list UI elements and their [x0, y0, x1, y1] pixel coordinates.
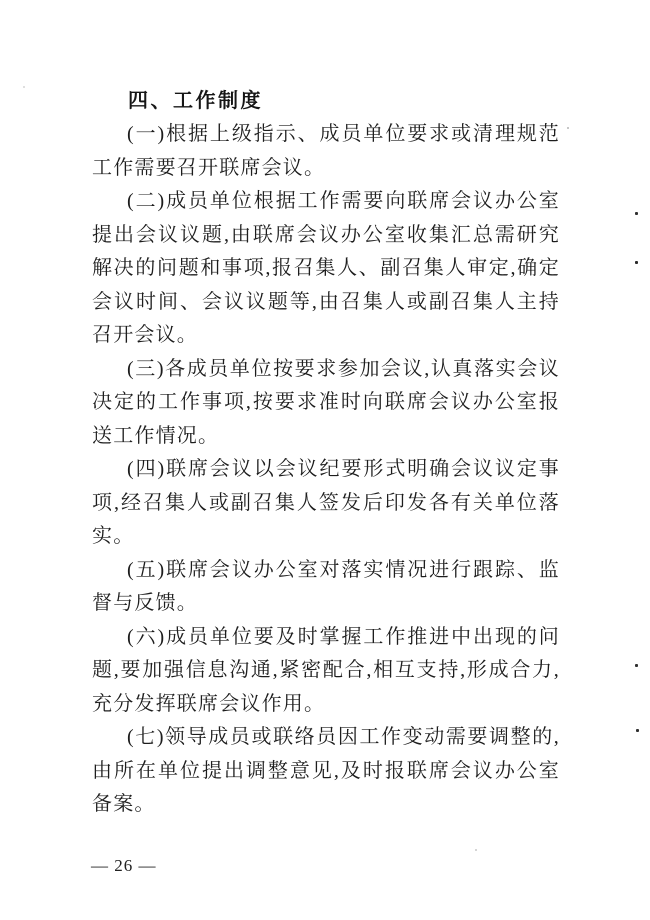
paragraph-clause-7: (七)领导成员或联络员因工作变动需要调整的,由所在单位提出调整意见,及时报联席会议办公室备案。 [92, 726, 560, 815]
scan-speck [636, 729, 639, 732]
paragraph-clause-3: (三)各成员单位按要求参加会议,认真落实会议决定的工作事项,按要求准时向联席会议办公室报送工作情况。 [92, 357, 560, 447]
paragraph-clause-6: (六)成员单位要及时掌握工作推进中出现的问题,要加强信息沟通,紧密配合,相互支持,形成合力,充分发挥联席会议作用。 [92, 625, 560, 715]
scan-speck [475, 849, 477, 851]
paragraph-clause-2: (二)成员单位根据工作需要向联席会议办公室提出会议议题,由联席会议办公室收集汇总需研究解决的问题和事项,报召集人、副召集人审定,确定会议时间、会议议题等,由召集人或副召集人主持召开会议。 [92, 190, 560, 346]
scan-speck [635, 261, 638, 264]
paragraph-clause-4: (四)联席会议以会议纪要形式明确会议议定事项,经召集人或副召集人签发后印发各有关单位落实。 [92, 458, 560, 547]
paragraph-clause-1: (一)根据上级指示、成员单位要求或清理规范工作需要召开联席会议。 [92, 123, 560, 179]
scan-speck [635, 664, 638, 667]
section-heading: 四、工作制度 [128, 90, 263, 112]
paragraph-clause-5: (五)联席会议办公室对落实情况进行跟踪、监督与反馈。 [92, 558, 560, 614]
scan-speck [23, 86, 25, 88]
page-number: — 26 — [91, 856, 157, 875]
scan-speck [567, 127, 569, 129]
scan-speck [635, 212, 638, 215]
document-body [92, 84, 560, 822]
